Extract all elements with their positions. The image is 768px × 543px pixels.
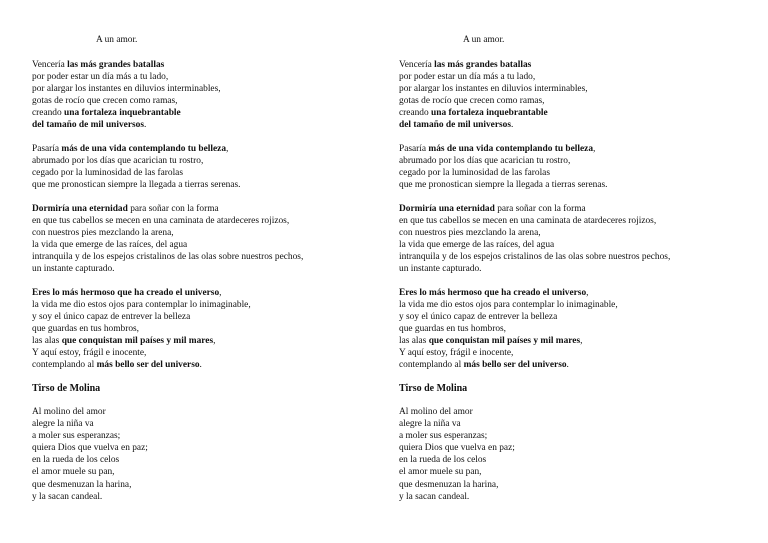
poem-line: [32, 71, 362, 83]
bold-phrase: que conquistan mil países y mil mares: [428, 336, 581, 346]
poem-line: [32, 119, 362, 131]
bold-phrase: del tamaño de mil universos: [32, 120, 144, 130]
poem-line: alegre la niña va: [32, 419, 94, 430]
text-segment: cegado por la luminosidad de las farolas: [399, 168, 550, 178]
text-segment: ,: [593, 144, 596, 154]
poem-line: en la rueda de los celos: [399, 455, 487, 466]
poem-line: [399, 359, 729, 371]
text-segment: cegado por la luminosidad de las farolas: [32, 168, 183, 178]
poem-line: [32, 347, 362, 359]
poem-line: [32, 203, 362, 215]
stanza: [399, 203, 729, 275]
bold-phrase: una fortaleza inquebrantable: [64, 108, 181, 118]
poem-line: [32, 155, 362, 167]
poem-line: [32, 227, 362, 239]
text-segment: intranquila y de los espejos cristalinos de las olas sobre nuestros pechos,: [32, 252, 304, 262]
text-segment: para soñar con la forma: [494, 204, 586, 214]
poem-line: [32, 263, 362, 275]
poem-line: [32, 287, 362, 299]
text-segment: Y aquí estoy, frágil e inocente,: [399, 348, 514, 358]
text-segment: en que tus cabellos se mecen en una caminata de atardeceres rojizos,: [399, 216, 657, 226]
second-poem: [32, 406, 362, 503]
text-segment: y soy el único capaz de entrever la belleza: [32, 312, 191, 322]
bold-phrase: Dormiría una eternidad: [399, 204, 495, 214]
poem-line: alegre la niña va: [399, 419, 461, 430]
stanza: [399, 143, 729, 191]
poem-line: [399, 299, 729, 311]
poem-line: Al molino del amor: [32, 407, 106, 417]
poem-line: [32, 311, 362, 323]
stanza: [399, 287, 729, 371]
text-segment: que guardas en tus hombros,: [399, 324, 507, 334]
poem-line: [399, 71, 729, 83]
poem-line: [32, 299, 362, 311]
poem-line: [399, 251, 729, 263]
text-segment: por alargar los instantes en diluvios interminables,: [32, 84, 221, 94]
poem-body: [32, 59, 362, 371]
poem-line: [32, 323, 362, 335]
text-segment: en que tus cabellos se mecen en una caminata de atardeceres rojizos,: [32, 216, 290, 226]
second-poem: [399, 406, 729, 503]
bold-phrase: que conquistan mil países y mil mares: [61, 336, 214, 346]
page-column-left: [32, 34, 362, 503]
author-heading: Tirso de Molina: [399, 383, 468, 394]
poem-line: [399, 311, 729, 323]
poem-line: [399, 143, 729, 155]
poem-line: [399, 179, 729, 191]
text-segment: Y aquí estoy, frágil e inocente,: [32, 348, 147, 358]
bold-phrase: más de una vida contemplando tu belleza: [428, 144, 594, 154]
text-segment: Pasaría: [32, 144, 62, 154]
poem-line: quiera Dios que vuelva en paz;: [399, 443, 515, 454]
text-segment: .: [566, 360, 569, 370]
poem-line: [32, 215, 362, 227]
poem-line: [399, 167, 729, 179]
text-segment: .: [510, 120, 514, 130]
poem-line: [32, 83, 362, 95]
text-segment: ,: [213, 336, 216, 346]
bold-phrase: Dormiría una eternidad: [32, 204, 128, 214]
text-segment: Vencería: [399, 60, 435, 70]
poem-line: el amor muele su pan,: [399, 467, 482, 478]
poem-line: [399, 119, 729, 131]
text-segment: Pasaría: [399, 144, 429, 154]
poem-line: [399, 155, 729, 167]
poem-line: que desmenuzan la harina,: [32, 479, 132, 490]
text-segment: .: [143, 120, 147, 130]
stanza: [32, 143, 362, 191]
text-segment: con nuestros pies mezclando la arena,: [399, 228, 541, 238]
bold-phrase: las más grandes batallas: [434, 60, 532, 70]
text-segment: las alas: [399, 336, 429, 346]
text-segment: contemplando al: [399, 360, 464, 370]
poem-line: [32, 107, 362, 119]
poem-line: [32, 143, 362, 155]
poem-line: [32, 359, 362, 371]
text-segment: por poder estar un día más a tu lado,: [32, 72, 169, 82]
text-segment: contemplando al: [32, 360, 97, 370]
poem-line: en la rueda de los celos: [32, 455, 120, 466]
poem-line: [32, 239, 362, 251]
poem-line: el amor muele su pan,: [32, 467, 115, 478]
text-segment: abrumado por los días que acarician tu rostro,: [32, 156, 204, 166]
bold-phrase: Eres lo más hermoso que ha creado el universo: [399, 288, 587, 298]
author-heading: Tirso de Molina: [32, 383, 101, 394]
page-column-right: [399, 34, 729, 503]
poem-title: A un amor.: [463, 35, 505, 45]
poem-line: Al molino del amor: [399, 407, 473, 417]
bold-phrase: del tamaño de mil universos: [399, 120, 511, 130]
poem-line: [399, 83, 729, 95]
poem-line: y la sacan candeal.: [399, 491, 470, 502]
poem-line: [399, 107, 729, 119]
poem-line: [32, 335, 362, 347]
text-segment: creando: [399, 108, 432, 118]
poem-line: [399, 227, 729, 239]
poem-line: [32, 167, 362, 179]
text-segment: que guardas en tus hombros,: [32, 324, 140, 334]
text-segment: creando: [32, 108, 65, 118]
text-segment: la vida me dio estos ojos para contemplar lo inimaginable,: [399, 300, 618, 310]
poem-line: [32, 179, 362, 191]
poem-line: [399, 335, 729, 347]
poem-line: [32, 95, 362, 107]
text-segment: la vida que emerge de las raíces, del agua: [32, 240, 188, 250]
text-segment: abrumado por los días que acarician tu rostro,: [399, 156, 571, 166]
text-segment: y soy el único capaz de entrever la belleza: [399, 312, 558, 322]
text-segment: que me pronostican siempre la llegada a tierras serenas.: [399, 180, 608, 190]
bold-phrase: las más grandes batallas: [67, 60, 165, 70]
poem-line: [399, 203, 729, 215]
bold-phrase: más de una vida contemplando tu belleza: [61, 144, 227, 154]
text-segment: para soñar con la forma: [127, 204, 219, 214]
stanza: [399, 59, 729, 131]
poem-line: a moler sus esperanzas;: [399, 431, 488, 442]
bold-phrase: más bello ser del universo: [96, 360, 200, 370]
text-segment: que me pronostican siempre la llegada a tierras serenas.: [32, 180, 241, 190]
poem-line: [399, 287, 729, 299]
text-segment: gotas de rocío que crecen como ramas,: [399, 96, 545, 106]
stanza: [32, 203, 362, 275]
text-segment: por poder estar un día más a tu lado,: [399, 72, 536, 82]
poem-title: A un amor.: [96, 35, 138, 45]
poem-line: [399, 59, 729, 71]
poem-line: [399, 95, 729, 107]
poem-line: [399, 215, 729, 227]
text-segment: un instante capturado.: [399, 264, 482, 274]
text-segment: ,: [226, 144, 229, 154]
text-segment: un instante capturado.: [32, 264, 115, 274]
text-segment: ,: [586, 288, 589, 298]
text-segment: ,: [580, 336, 583, 346]
poem-line: [399, 263, 729, 275]
text-segment: ,: [219, 288, 222, 298]
poem-line: a moler sus esperanzas;: [32, 431, 121, 442]
text-segment: con nuestros pies mezclando la arena,: [32, 228, 174, 238]
poem-line: [32, 59, 362, 71]
bold-phrase: Eres lo más hermoso que ha creado el universo: [32, 288, 220, 298]
poem-line: que desmenuzan la harina,: [399, 479, 499, 490]
text-segment: la vida que emerge de las raíces, del agua: [399, 240, 555, 250]
text-segment: por alargar los instantes en diluvios interminables,: [399, 84, 588, 94]
poem-line: quiera Dios que vuelva en paz;: [32, 443, 148, 454]
text-segment: .: [199, 360, 202, 370]
text-segment: gotas de rocío que crecen como ramas,: [32, 96, 178, 106]
bold-phrase: una fortaleza inquebrantable: [431, 108, 548, 118]
stanza: [32, 59, 362, 131]
poem-line: [399, 347, 729, 359]
bold-phrase: más bello ser del universo: [463, 360, 567, 370]
text-segment: Vencería: [32, 60, 68, 70]
text-segment: intranquila y de los espejos cristalinos de las olas sobre nuestros pechos,: [399, 252, 671, 262]
text-segment: la vida me dio estos ojos para contemplar lo inimaginable,: [32, 300, 251, 310]
stanza: [32, 287, 362, 371]
poem-line: [399, 239, 729, 251]
poem-line: [399, 323, 729, 335]
poem-line: [32, 251, 362, 263]
poem-line: y la sacan candeal.: [32, 491, 103, 502]
poem-body: [399, 59, 729, 371]
text-segment: las alas: [32, 336, 62, 346]
